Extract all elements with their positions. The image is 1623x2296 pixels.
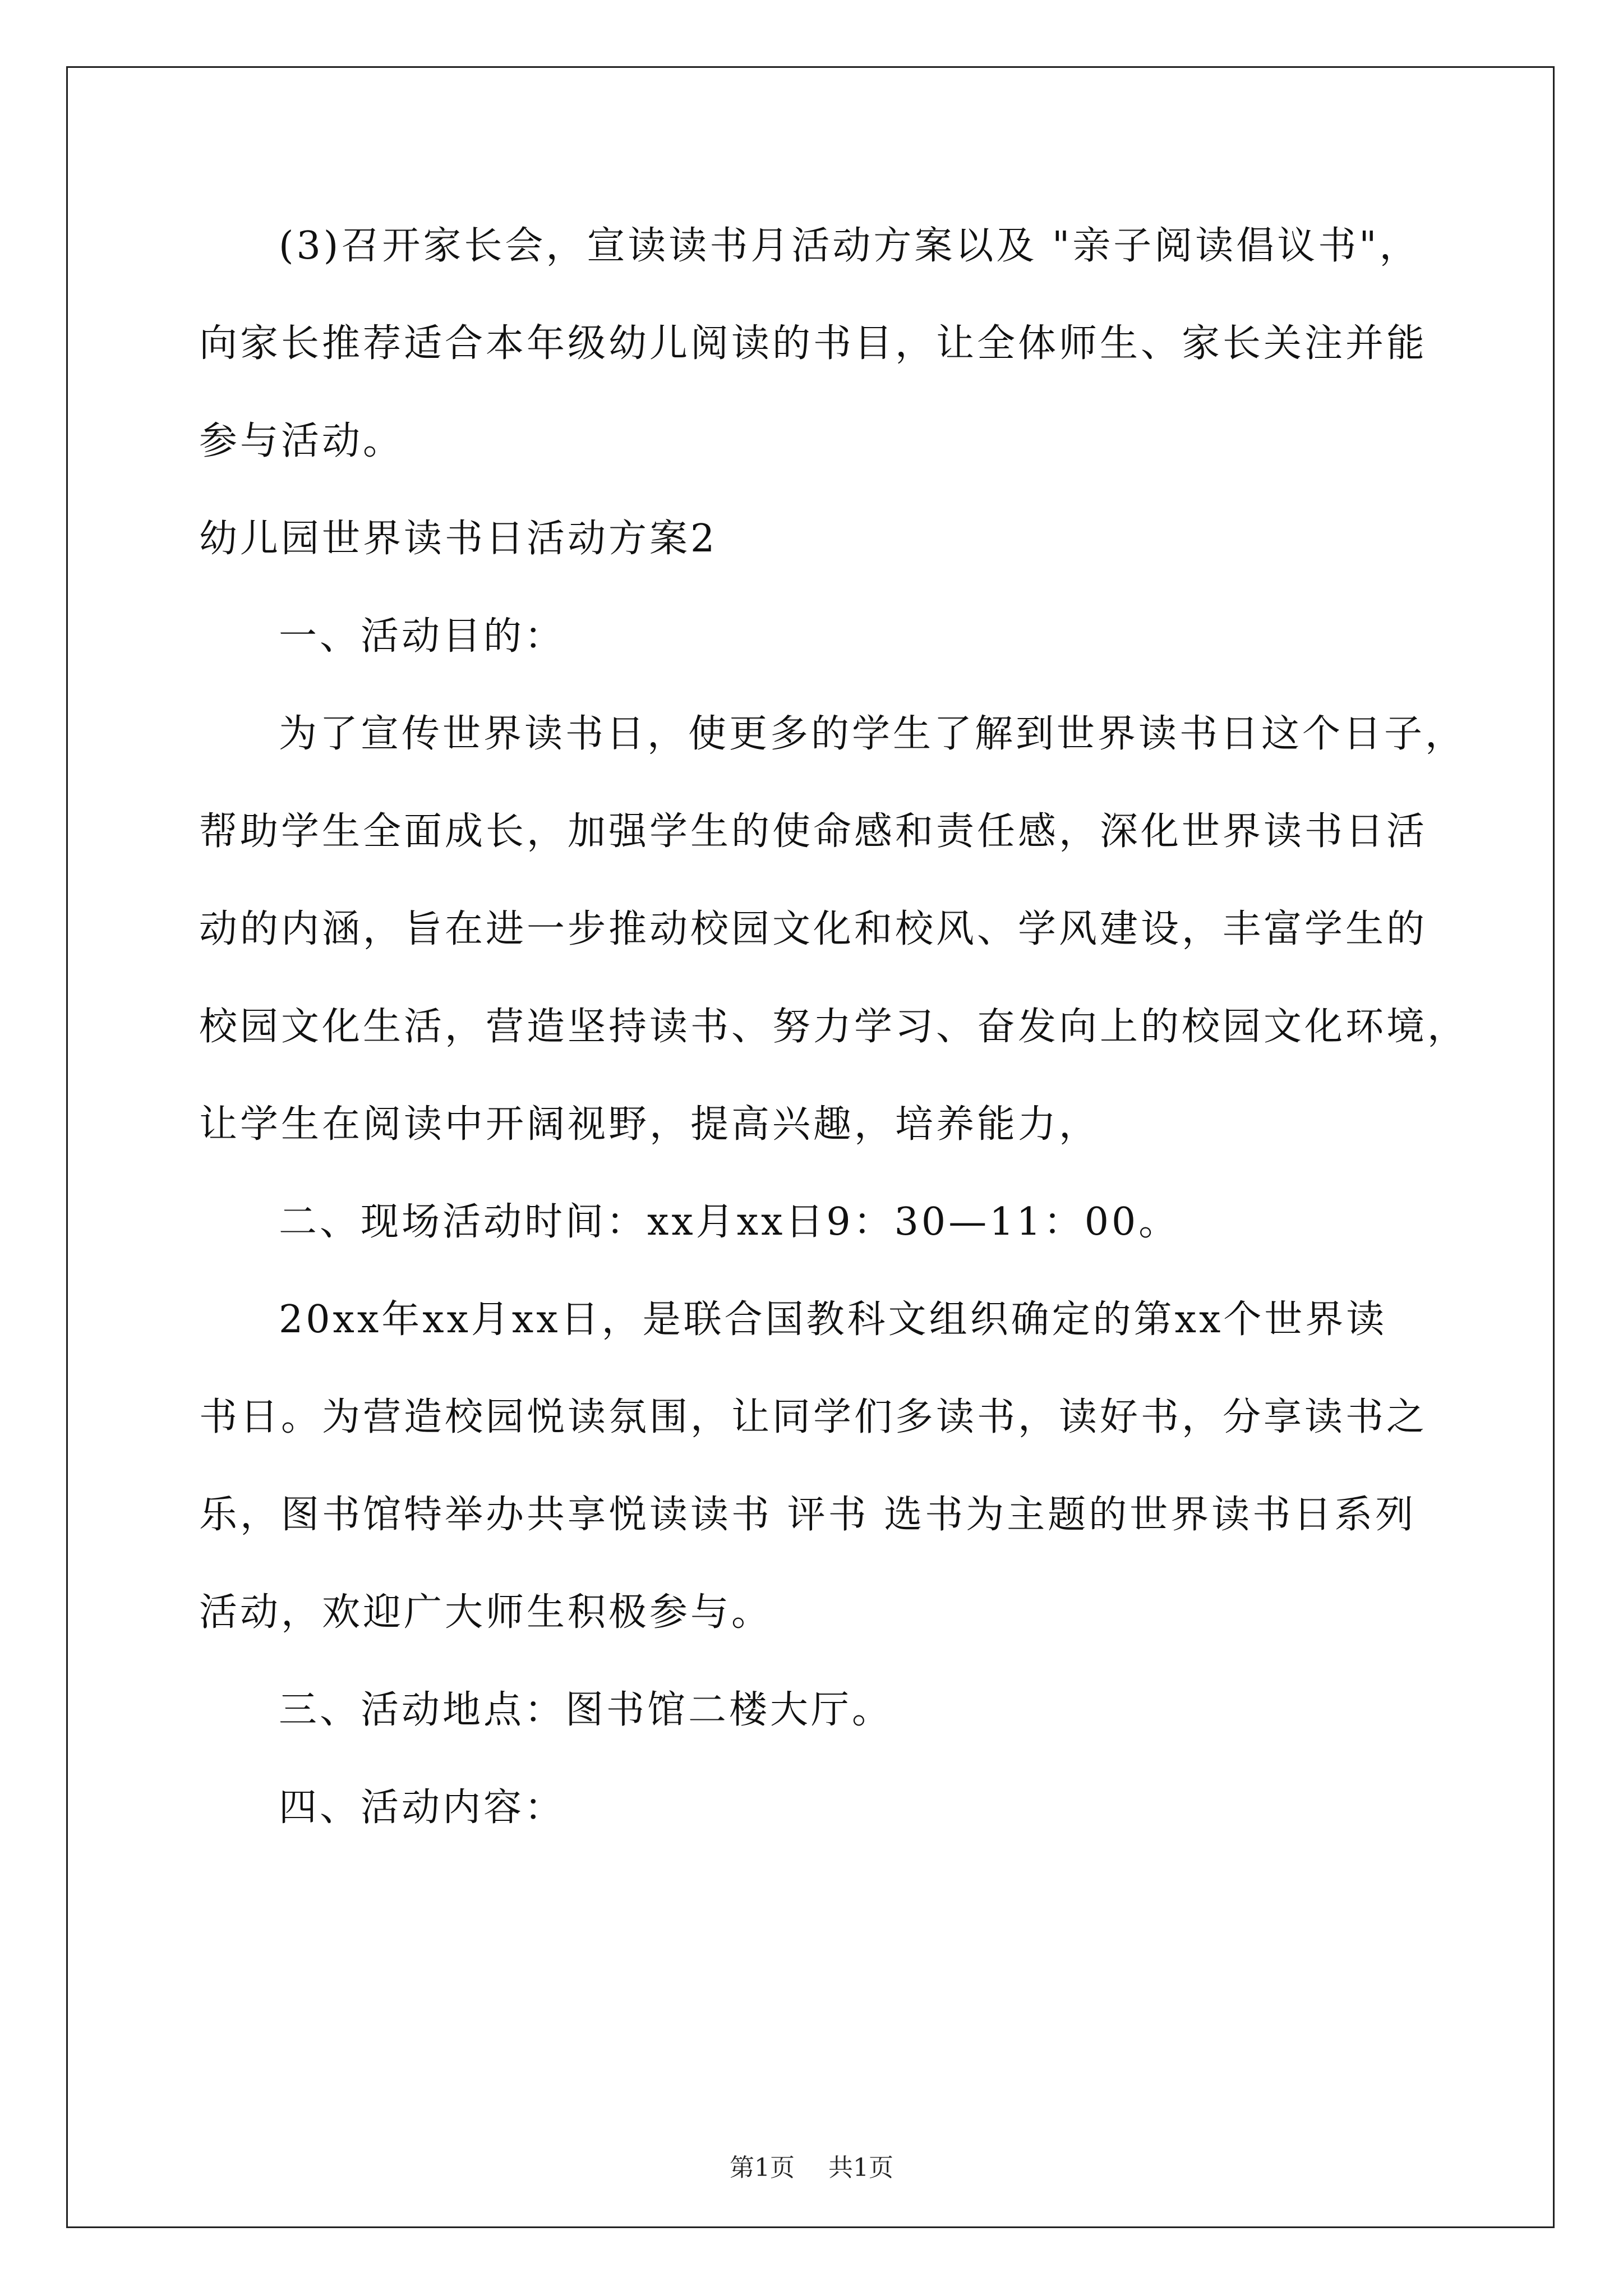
section-heading: 四、活动内容： xyxy=(279,1786,566,1830)
paragraph-line: 参与活动。 xyxy=(199,419,404,463)
document-body xyxy=(199,224,1469,1887)
paragraph-line: 乐，图书馆特举办共享悦读读书 评书 选书为主题的世界读书日系列 xyxy=(199,1493,1417,1537)
paragraph-line: 让学生在阅读中开阔视野，提高兴趣，培养能力， xyxy=(199,1102,1100,1147)
section-heading: 一、活动目的： xyxy=(279,614,566,659)
section-title: 幼儿园世界读书日活动方案2 xyxy=(199,517,718,561)
paragraph-line: 向家长推荐适合本年级幼儿阅读的书目，让全体师生、家长关注并能 xyxy=(199,321,1428,366)
section-heading: 二、现场活动时间：xx月xx日9：30—11：00。 xyxy=(279,1200,1180,1244)
page-number-total: 共1页 xyxy=(828,2154,893,2182)
paragraph-line: 为了宣传世界读书日，使更多的学生了解到世界读书日这个日子， xyxy=(279,712,1467,756)
paragraph-line: 帮助学生全面成长，加强学生的使命感和责任感，深化世界读书日活 xyxy=(199,809,1428,854)
paragraph-line: 动的内涵，旨在进一步推动校园文化和校风、学风建设，丰富学生的 xyxy=(199,907,1428,951)
section-heading: 三、活动地点：图书馆二楼大厅。 xyxy=(279,1688,893,1732)
paragraph-line: 20xx年xx月xx日，是联合国教科文组织确定的第xx个世界读 xyxy=(279,1297,1387,1342)
page-footer xyxy=(0,2147,1623,2183)
paragraph-line: (3)召开家长会，宣读读书月活动方案以及 "亲子阅读倡议书"， xyxy=(279,224,1421,268)
paragraph-line: 书日。为营造校园悦读氛围，让同学们多读书，读好书，分享读书之 xyxy=(199,1395,1428,1439)
paragraph-line: 活动，欢迎广大师生积极参与。 xyxy=(199,1590,773,1635)
paragraph-line: 校园文化生活，营造坚持读书、努力学习、奋发向上的校园文化环境， xyxy=(199,1005,1469,1049)
page-number-current: 第1页 xyxy=(730,2154,795,2182)
